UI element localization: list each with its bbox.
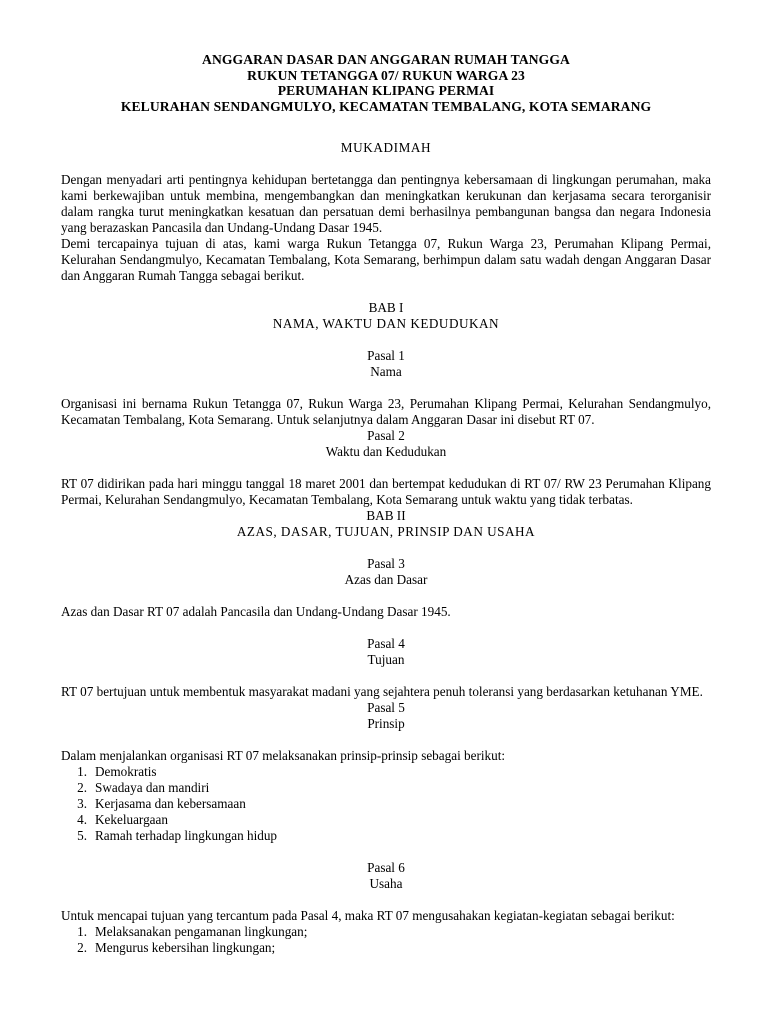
list-item: [61, 812, 711, 828]
list-item: [61, 796, 711, 812]
pasal-2-title: Waktu dan Kedudukan: [325, 444, 447, 459]
pasal-1-label: Pasal 1: [367, 348, 405, 363]
pasal-4-text: RT 07 bertujuan untuk membentuk masyarakat madani yang sejahtera penuh toleransi yang berdasarkan ketuhanan YME.: [61, 684, 703, 699]
list-item: [61, 924, 711, 940]
list-item-number: 4.: [77, 812, 87, 827]
list-item-text: Melaksanakan pengamanan lingkungan;: [95, 924, 308, 939]
title-line-4: KELURAHAN SENDANGMULYO, KECAMATAN TEMBALANG, KOTA SEMARANG: [120, 98, 652, 114]
pasal-5-title: Prinsip: [367, 716, 405, 731]
pasal-3-text: Azas dan Dasar RT 07 adalah Pancasila dan Undang-Undang Dasar 1945.: [61, 604, 451, 619]
bab-1-label: BAB I: [368, 300, 404, 315]
pasal-1-title: Nama: [370, 364, 402, 379]
list-item-number: 1.: [77, 764, 87, 779]
pasal-6-title: Usaha: [369, 876, 403, 891]
list-item: [61, 780, 711, 796]
pasal-5-list: [61, 764, 711, 844]
pasal-2-text: RT 07 didirikan pada hari minggu tanggal 18 maret 2001 dan bertempat kedudukan di RT 07/ RW 23 Perumahan Klipang Permai, Kelurahan Sendangmulyo, Kecamatan Tembalang, Kota Semarang untuk waktu yang tidak terbatas.: [61, 476, 711, 507]
list-item-text: Kerjasama dan kebersamaan: [95, 796, 246, 811]
pasal-5-label: Pasal 5: [367, 700, 405, 715]
bab-2-title: AZAS, DASAR, TUJUAN, PRINSIP DAN USAHA: [236, 524, 536, 539]
pasal-1-text: Organisasi ini bernama Rukun Tetangga 07, Rukun Warga 23, Perumahan Klipang Permai, Kelurahan Sendangmulyo, Kecamatan Tembalang, Kota Semarang. Untuk selanjutnya dalam Anggaran Dasar ini disebut RT 07.: [61, 396, 711, 427]
list-item: [61, 940, 711, 956]
title-line-3: PERUMAHAN KLIPANG PERMAI: [277, 83, 495, 98]
pasal-3-title: Azas dan Dasar: [344, 572, 428, 587]
pasal-3-label: Pasal 3: [367, 556, 405, 571]
list-item-number: 1.: [77, 924, 87, 939]
title-line-2: RUKUN TETANGGA 07/ RUKUN WARGA 23: [247, 67, 525, 83]
list-item-number: 3.: [77, 796, 87, 811]
list-item: [61, 764, 711, 780]
title-line-1: ANGGARAN DASAR DAN ANGGARAN RUMAH TANGGA: [202, 52, 570, 67]
document-title: [61, 52, 711, 114]
list-item-text: Demokratis: [95, 764, 157, 779]
mukadimah-paragraph-1: Dengan menyadari arti pentingnya kehidupan bertetangga dan pentingnya kebersamaan di lingkungan perumahan, maka kami berkewajiban untuk membina, mengembangkan dan meningkatkan kerukunan dan kerjasama secara terorganisir dalam rangka turut meningkatkan kesatuan dan persatuan demi berhasilnya pembangunan bangsa dan negara Indonesia yang berazaskan Pancasila dan Undang-Undang Dasar 1945.: [61, 172, 711, 235]
list-item-number: 5.: [77, 828, 87, 843]
pasal-6-intro: Untuk mencapai tujuan yang tercantum pada Pasal 4, maka RT 07 mengusahakan kegiatan-kegiatan sebagai berikut:: [61, 908, 675, 923]
list-item-text: Mengurus kebersihan lingkungan;: [95, 940, 276, 955]
pasal-2-label: Pasal 2: [367, 428, 405, 443]
pasal-4-label: Pasal 4: [367, 636, 405, 651]
pasal-4-title: Tujuan: [367, 652, 405, 667]
list-item-text: Kekeluargaan: [95, 812, 168, 827]
pasal-5-intro: Dalam menjalankan organisasi RT 07 melaksanakan prinsip-prinsip sebagai berikut:: [61, 748, 506, 763]
mukadimah-heading: MUKADIMAH: [340, 140, 432, 155]
list-item-number: 2.: [77, 940, 87, 955]
list-item-number: 2.: [77, 780, 87, 795]
mukadimah-paragraph-2: Demi tercapainya tujuan di atas, kami warga Rukun Tetangga 07, Rukun Warga 23, Perumahan Klipang Permai, Kelurahan Sendangmulyo, Kecamatan Tembalang, Kota Semarang, berhimpun dalam satu wadah dengan Anggaran Dasar dan Anggaran Rumah Tangga sebagai berikut.: [61, 236, 711, 283]
pasal-6-label: Pasal 6: [367, 860, 405, 875]
bab-1-title: NAMA, WAKTU DAN KEDUDUKAN: [272, 316, 500, 331]
bab-2-label: BAB II: [366, 508, 406, 523]
list-item-text: Ramah terhadap lingkungan hidup: [95, 828, 278, 843]
list-item: [61, 828, 711, 844]
pasal-6-list: [61, 924, 711, 956]
list-item-text: Swadaya dan mandiri: [95, 780, 210, 795]
